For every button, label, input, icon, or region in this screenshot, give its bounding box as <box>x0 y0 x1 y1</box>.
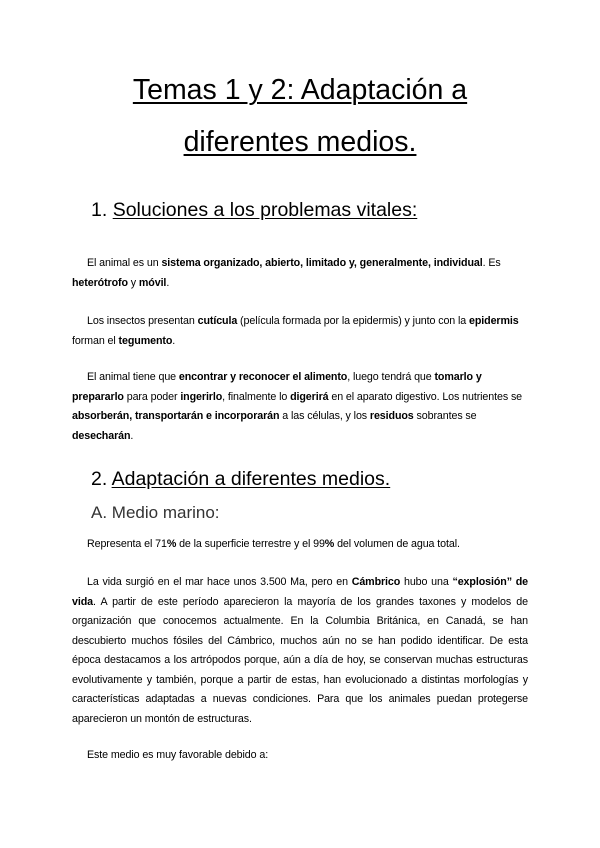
section-1-label: Soluciones a los problemas vitales: <box>112 199 418 221</box>
subsection-a-heading <box>91 503 220 523</box>
para3-text-6: a las células, y los <box>279 410 370 422</box>
para5-text-3: . A partir de este período aparecieron la mayoría de los grandes taxones y modelos de organización que conocemos actualmente. En la Columbia Británica, en Canadá, se han descubierto muchos fósiles del Cámbrico, muchos aún no se han podido identificar. De esta época destacamos a los artrópodos porque, aún a día de hoy, se conservan muchas estructuras evolutivamente y también, porque a partir de estas, han evolucionado a distintas morfologías y características adaptadas a nuevas condiciones. Para que los animales puedan protegerse aparecieron un montón de estructuras. <box>72 595 528 725</box>
para1-bold-2: heterótrofo <box>72 276 128 289</box>
section-2-label: Adaptación a diferentes medios. <box>111 468 391 490</box>
subsection-a-letter: A. <box>91 503 108 522</box>
para3-text-4: , finalmente lo <box>222 390 291 403</box>
section-2-number: 2. <box>91 468 108 490</box>
para3-text: El animal tiene que <box>87 371 179 383</box>
para1-text-2: . Es <box>482 257 501 269</box>
para1-text-4: . <box>166 276 170 289</box>
para4-text-2: de la superficie terrestre y el 99 <box>176 538 325 550</box>
para1-bold-1: sistema organizado, abierto, limitado y, generalmente, individual <box>161 257 483 269</box>
para3-bold-2: tomarlo y prepararlo <box>72 371 482 403</box>
section-1-number: 1. <box>91 199 108 221</box>
section-1-heading <box>91 199 417 222</box>
paragraph-3 <box>72 368 528 446</box>
paragraph-1 <box>72 254 528 293</box>
para2-text-4: . <box>172 334 176 347</box>
para4-bold-1: % <box>166 538 177 550</box>
para4-text: Representa el 71 <box>87 538 167 550</box>
paragraph-4 <box>72 535 528 555</box>
section-2-heading <box>91 468 390 491</box>
para3-bold-6: residuos <box>369 410 414 422</box>
para2-bold-2: epidermis <box>469 315 519 327</box>
para5-text-2: hubo una <box>400 576 453 588</box>
para6-text: Este medio es muy favorable debido a: <box>87 749 269 761</box>
para3-text-2: , luego tendrá que <box>347 371 435 383</box>
page-title-line-2: diferentes medios. <box>183 126 417 158</box>
para3-bold-3: ingerirlo <box>180 390 223 403</box>
para3-text-8: . <box>130 429 134 442</box>
paragraph-6 <box>72 746 528 766</box>
para2-text: Los insectos presentan <box>87 315 198 327</box>
para1-text: El animal es un <box>87 257 162 269</box>
subsection-a-label: Medio marino: <box>111 503 220 522</box>
para4-text-3: del volumen de agua total. <box>334 538 460 550</box>
para3-bold-4: digerirá <box>290 390 329 403</box>
para3-bold-7: desecharán <box>72 429 131 442</box>
page-title-line-1: Temas 1 y 2: Adaptación a <box>132 74 468 106</box>
para3-text-5: en el aparato digestivo. Los nutrientes se <box>328 390 523 403</box>
para5-text: La vida surgió en el mar hace unos 3.500 Ma, pero en <box>87 576 352 588</box>
para1-text-3: y <box>127 276 139 289</box>
para2-text-2: (película formada por la epidermis) y junto con la <box>237 315 470 327</box>
para3-bold-1: encontrar y reconocer el alimento <box>178 371 348 383</box>
para1-bold-3: móvil <box>138 276 167 289</box>
para3-text-3: para poder <box>123 390 181 403</box>
para2-bold-3: tegumento <box>118 334 173 347</box>
para5-bold-1: Cámbrico <box>351 576 401 588</box>
para4-bold-2: % <box>324 538 335 550</box>
para2-text-3: forman el <box>72 334 119 347</box>
paragraph-5 <box>72 573 528 729</box>
para3-bold-5: absorberán, transportarán e incorporarán <box>72 410 280 422</box>
para2-bold-1: cutícula <box>197 315 238 327</box>
paragraph-2 <box>72 312 528 351</box>
para5-bold-2: “explosión” de vida <box>72 576 528 608</box>
para3-text-7: sobrantes se <box>413 410 477 422</box>
